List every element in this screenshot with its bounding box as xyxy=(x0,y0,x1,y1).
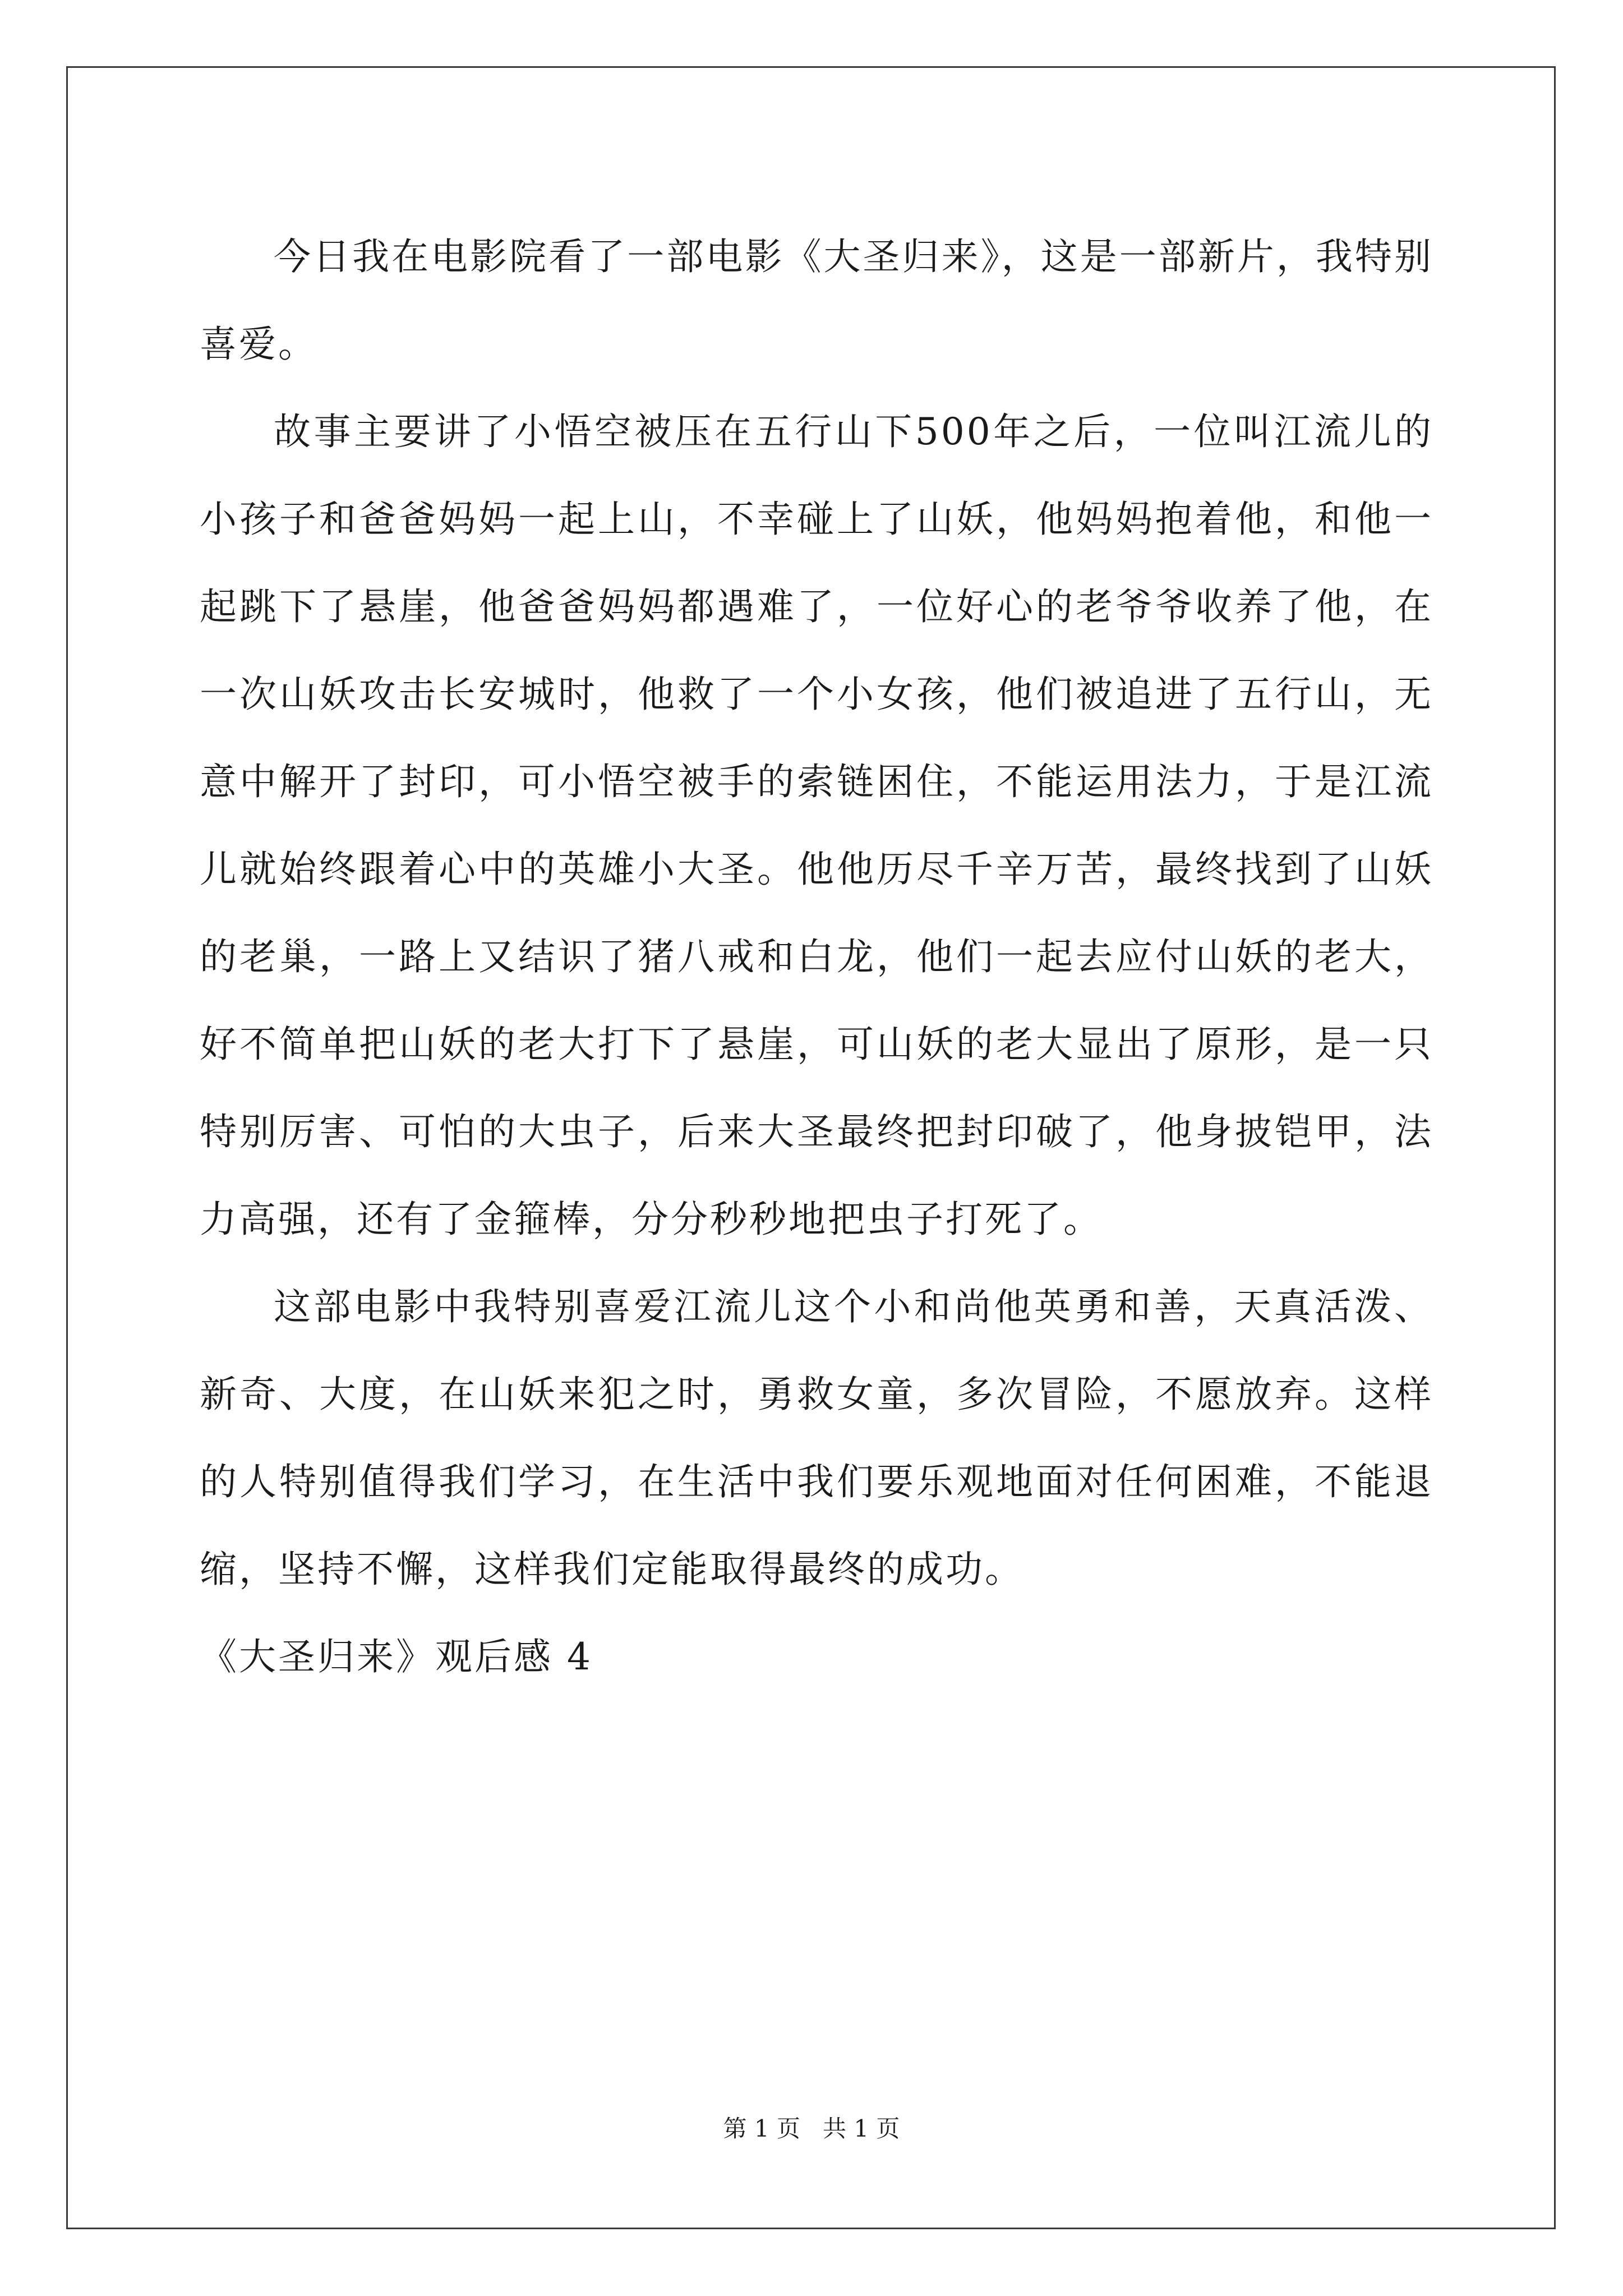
document-body xyxy=(200,213,1433,1701)
page-total: 共 1 页 xyxy=(823,2115,900,2142)
page-number: 第 1 页 xyxy=(723,2115,800,2142)
section-title: 《大圣归来》观后感 4 xyxy=(200,1635,593,1678)
paragraph-1: 今日我在电影院看了一部电影《大圣归来》，这是一部新片，我特别喜爱。 xyxy=(200,235,1433,366)
paragraph-3: 这部电影中我特别喜爱江流儿这个小和尚他英勇和善，天真活泼、新奇、大度，在山妖来犯之时，勇救女童，多次冒险，不愿放弃。这样的人特别值得我们学习，在生活中我们要乐观地面对任何困难，不能退缩，坚持不懈，这样我们定能取得最终的成功。 xyxy=(200,1285,1433,1591)
paragraph-2: 故事主要讲了小悟空被压在五行山下500年之后，一位叫江流儿的小孩子和爸爸妈妈一起上山，不幸碰上了山妖，他妈妈抱着他，和他一起跳下了悬崖，他爸爸妈妈都遇难了，一位好心的老爷爷收养了他，在一次山妖攻击长安城时，他救了一个小女孩，他们被追进了五行山，无意中解开了封印，可小悟空被手的索链困住，不能运用法力，于是江流儿就始终跟着心中的英雄小大圣。他他历尽千辛万苦，最终找到了山妖的老巢，一路上又结识了猪八戒和白龙，他们一起去应付山妖的老大，好不简单把山妖的老大打下了悬崖，可山妖的老大显出了原形，是一只特别厉害、可怕的大虫子，后来大圣最终把封印破了，他身披铠甲，法力高强，还有了金箍棒，分分秒秒地把虫子打死了。 xyxy=(200,410,1433,1241)
page-footer xyxy=(0,2112,1623,2146)
